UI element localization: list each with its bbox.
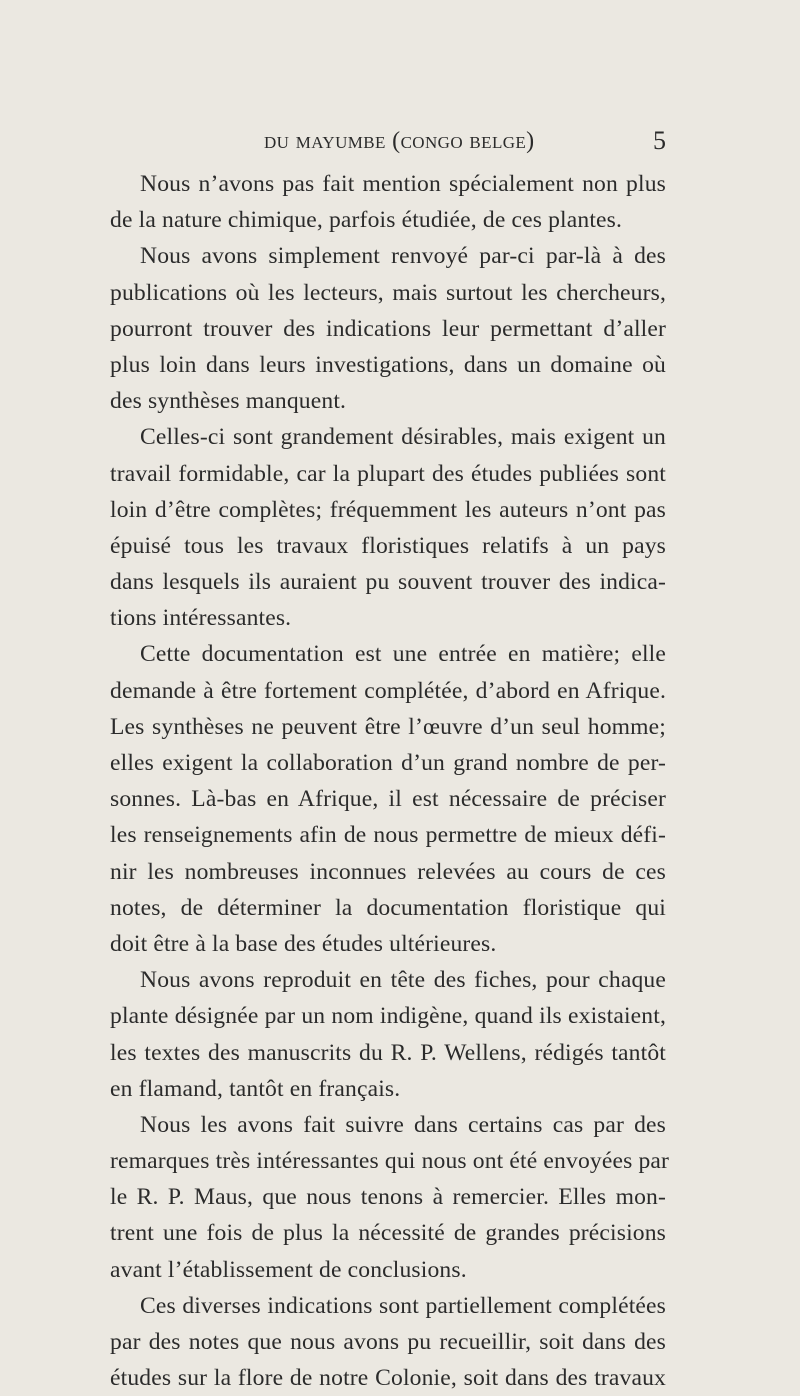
text-line: Nous avons simplement renvoyé par-ci par-là à des — [140, 243, 666, 270]
text-line: dans lesquels ils auraient pu souvent trouver des indica- — [110, 569, 666, 596]
text-line: publications où les lecteurs, mais surtout les chercheurs, — [110, 279, 666, 306]
paragraph — [110, 419, 666, 636]
text-line: remarques très intéressantes qui nous ont été envoyées par — [110, 1148, 670, 1175]
text-line: en flamand, tantôt en français. — [110, 1075, 401, 1102]
text-line: tions intéressantes. — [110, 605, 292, 632]
text-line: de la nature chimique, parfois étudiée, de ces plantes. — [110, 207, 623, 234]
text-line: pourront trouver des indications leur permettant d’aller — [110, 315, 666, 342]
text-line: Nous n’avons pas fait mention spécialement non plus — [140, 171, 666, 197]
paragraph — [110, 636, 666, 962]
paragraph — [110, 1288, 666, 1396]
text-line: des synthèses manquent. — [110, 388, 347, 415]
text-line: Celles-ci sont grandement désirables, mais exigent un — [140, 424, 666, 451]
text-line: par des notes que nous avons pu recueillir, soit dans des — [110, 1329, 666, 1355]
page-header — [110, 126, 666, 160]
text-line: plante désignée par un nom indigène, quand ils existaient, — [110, 1003, 666, 1030]
text-line: les renseignements afin de nous permettre de mieux défi- — [110, 822, 666, 849]
text-line: loin d’être complètes; fréquemment les auteurs n’ont pas — [110, 496, 666, 523]
text-line: trent une fois de plus la nécessité de grandes précisions — [110, 1220, 666, 1247]
paragraph — [110, 962, 666, 1107]
text-line: le R. P. Maus, que nous tenons à remercier. Elles mon- — [110, 1184, 666, 1211]
body-text — [110, 166, 670, 1396]
running-head: du mayumbe (congo belge) — [264, 128, 535, 154]
text-line: demande à être fortement complétée, d’abord en Afrique. — [110, 677, 666, 704]
paragraph — [110, 166, 666, 238]
text-line: notes, de déterminer la documentation floristique qui — [110, 894, 666, 921]
text-line: les textes des manuscrits du R. P. Wellens, rédigés tantôt — [110, 1039, 666, 1066]
text-line: Nous les avons fait suivre dans certains cas par des — [140, 1111, 666, 1138]
text-line: épuisé tous les travaux floristiques relatifs à un pays — [110, 532, 666, 559]
text-line: Nous avons reproduit en tête des fiches, pour chaque — [140, 967, 666, 994]
text-line: Les synthèses ne peuvent être l’œuvre d’un seul homme; — [110, 713, 666, 740]
text-line: travail formidable, car la plupart des études publiées sont — [110, 460, 666, 487]
text-line: Ces diverses indications sont partiellement complétées — [140, 1292, 666, 1319]
page-number: 5 — [653, 126, 666, 155]
text-line: nir les nombreuses inconnues relevées au cours de ces — [110, 858, 666, 885]
text-line: avant l’établissement de conclusions. — [110, 1256, 467, 1283]
text-line: doit être à la base des études ultérieures. — [110, 930, 497, 957]
text-line: Cette documentation est une entrée en matière; elle — [140, 641, 666, 668]
paragraph — [110, 238, 666, 419]
paragraph — [110, 1107, 670, 1288]
text-line: sonnes. Là-bas en Afrique, il est nécessaire de préciser — [110, 786, 666, 813]
text-line: elles exigent la collaboration d’un grand nombre de per- — [110, 750, 666, 776]
text-line: plus loin dans leurs investigations, dans un domaine où — [110, 351, 666, 378]
text-line: études sur la flore de notre Colonie, soit dans des travaux — [110, 1365, 666, 1392]
